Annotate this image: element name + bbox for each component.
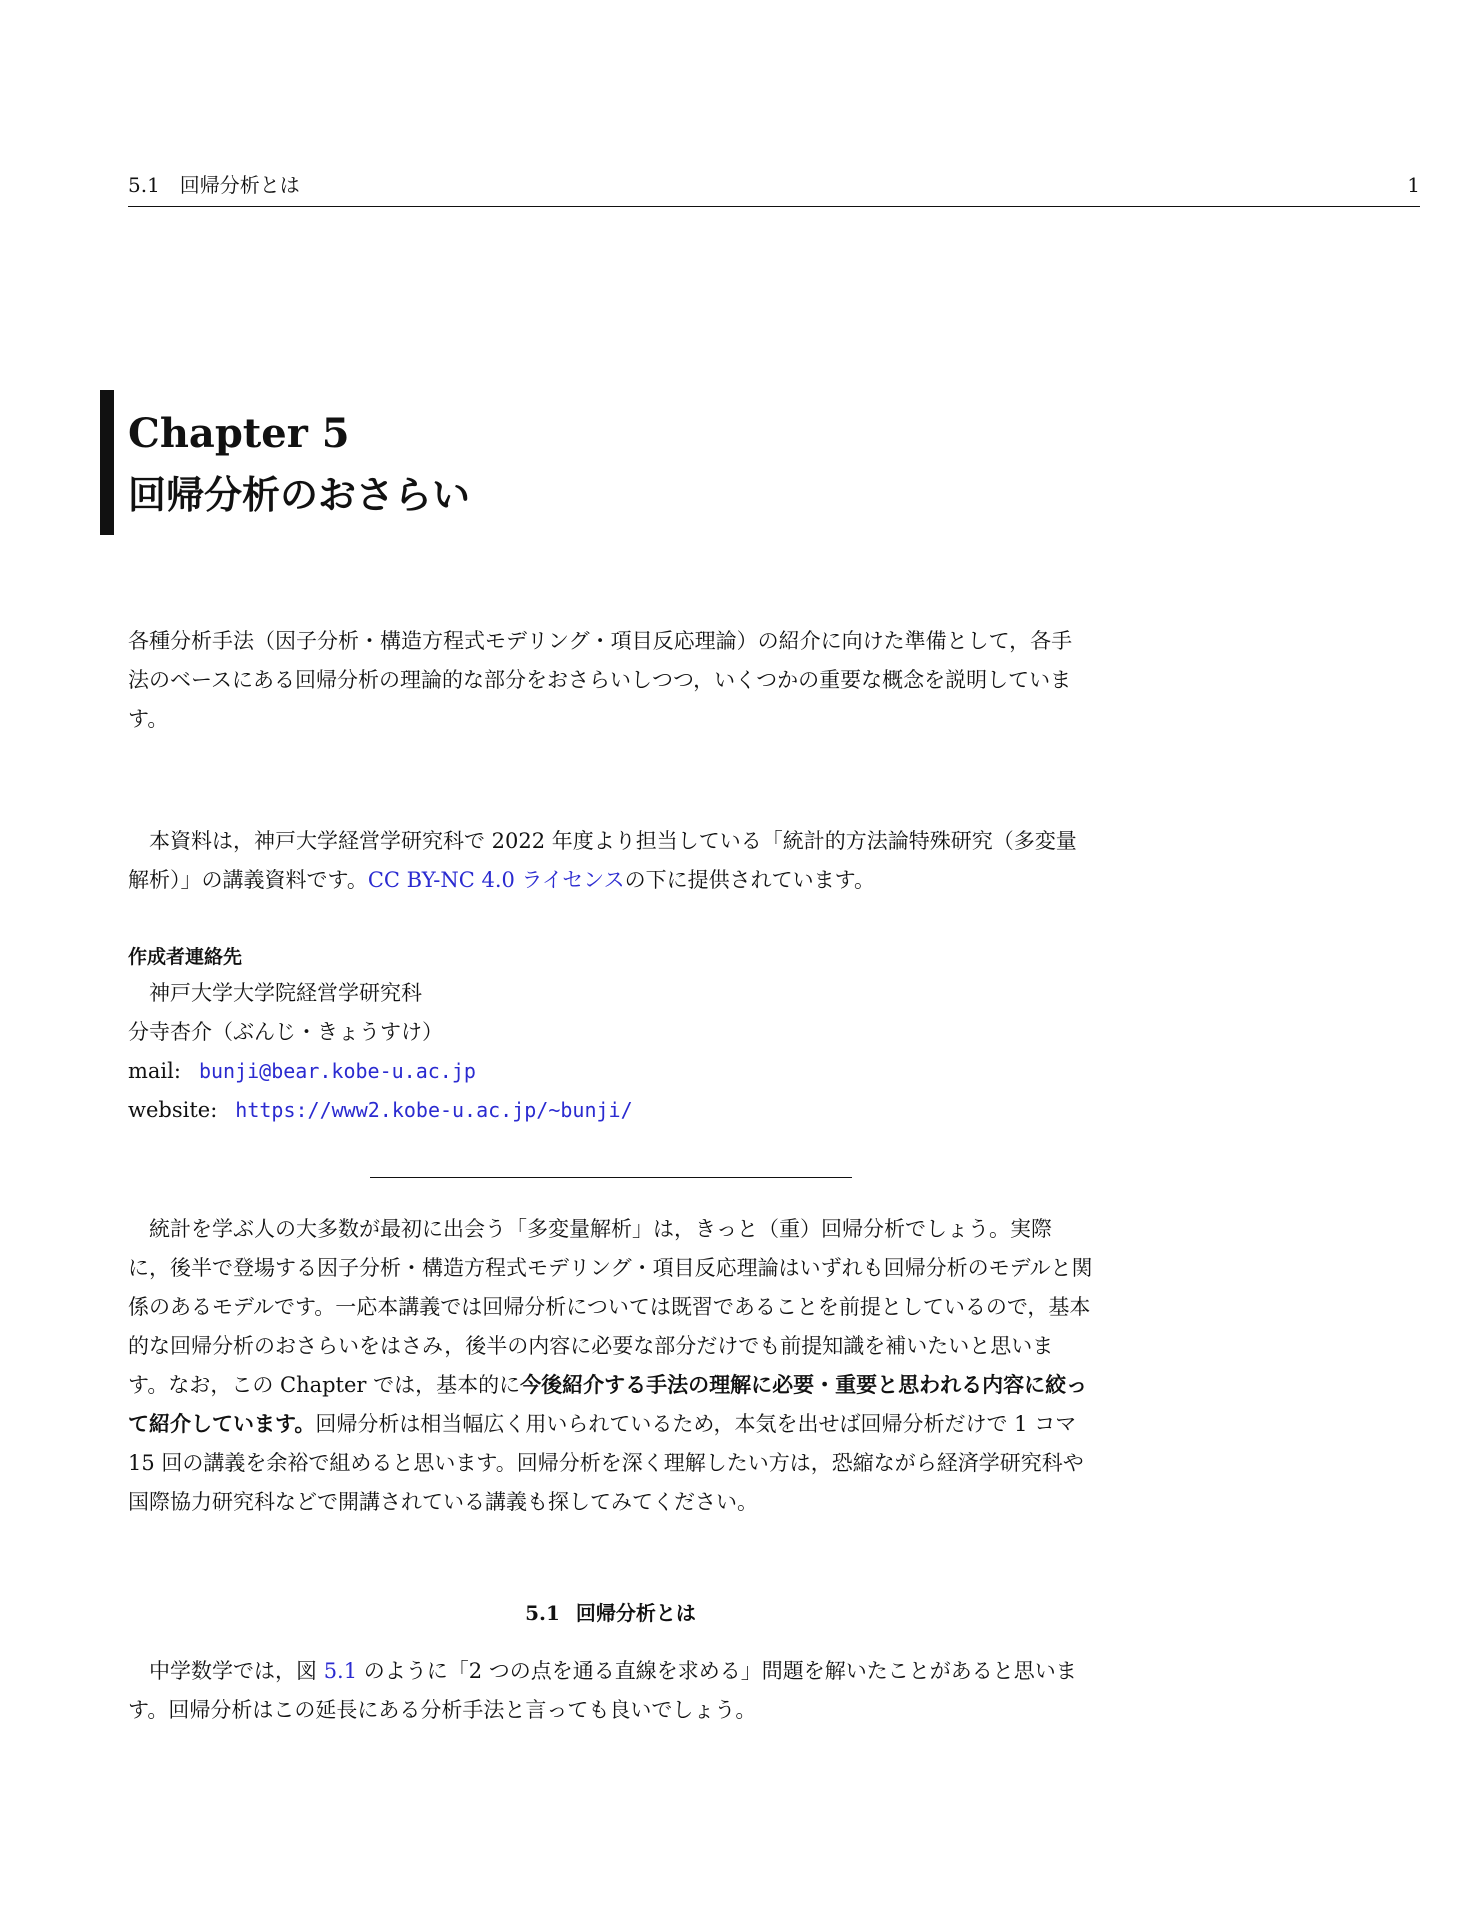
page-number: 1 <box>1407 173 1420 197</box>
abstract-text: 各種分析手法（因子分析・構造方程式モデリング・項目反応理論）の紹介に向けた準備として，各手法のベースにある回帰分析の理論的な部分をおさらいしつつ，いくつかの重要な概念を説明しています。 <box>128 629 1073 731</box>
intro-section <box>128 1210 1093 1522</box>
lecture-note-text-end: の下に提供されています。 <box>624 868 875 892</box>
intro-text-2: 回帰分析は相当幅広く用いられているため，本気を出せば回帰分析だけで 1 コマ 15 回の講義を余裕で組めると思います。回帰分析を深く理解したい方は，恐縮ながら経済学研究科や国際協力研究科などで開講されている講義も探してみてください。 <box>128 1412 1084 1514</box>
section-text-2: のように「2 つの点を通る直線を求める」問題を解いたことがあると思います。回帰分析はこの延長にある分析手法と言っても良いでしょう。 <box>128 1659 1077 1722</box>
contact-mail-line <box>128 1052 1093 1091</box>
lecture-note-paragraph <box>128 822 1093 900</box>
license-link[interactable]: CC BY-NC 4.0 ライセンス <box>367 868 625 892</box>
lecture-note <box>128 822 1093 900</box>
lecture-note-text: 本資料は，神戸大学経営学研究科で 2022 年度より担当している「統計的方法論特殊研究（多変量解析）」の講義資料です。 <box>128 829 1077 892</box>
horizontal-divider <box>370 1177 852 1178</box>
intro-text-1: 統計を学ぶ人の大多数が最初に出会う「多変量解析」は，きっと（重）回帰分析でしょう。実際に，後半で登場する因子分析・構造方程式モデリング・項目反応理論はいずれも回帰分析のモデルと関係のあるモデルです。一応本講義では回帰分析については既習であることを前提としているので，基本的な回帰分析のおさらいをはさみ，後半の内容に必要な部分だけでも前提知識を補いたいと思います。なお，この Chapter では，基本的に <box>128 1217 1093 1397</box>
contact-affiliation: 神戸大学大学院経営学研究科 <box>149 981 422 1005</box>
section-heading <box>128 1598 1093 1628</box>
website-link[interactable]: https://www2.kobe-u.ac.jp/~bunji/ <box>235 1098 633 1122</box>
chapter-abstract <box>128 622 1093 739</box>
contact-block <box>128 974 1093 1130</box>
contact-website-line <box>128 1091 1093 1130</box>
website-label: website: <box>128 1098 218 1122</box>
contact-heading: 作成者連絡先 <box>128 946 243 968</box>
running-header-section: 5.1 回帰分析とは <box>128 173 300 197</box>
chapter-label: Chapter 5 <box>128 410 350 457</box>
mail-label: mail: <box>128 1059 181 1083</box>
section-number: 5.1 <box>525 1601 560 1625</box>
contact-name: 分寺杏介（ぶんじ・きょうすけ） <box>128 1020 443 1044</box>
intro-paragraph <box>128 1210 1093 1522</box>
running-header <box>128 172 1420 207</box>
section-text-1: 中学数学では，図 <box>149 1659 324 1683</box>
intro-emphasis: 今後紹介する手法の理解に必要・重要と思われる内容に絞って紹介しています。 <box>128 1373 1088 1436</box>
section-title: 回帰分析とは <box>575 1601 696 1625</box>
figure-ref-link[interactable]: 5.1 <box>323 1659 358 1683</box>
chapter-accent-bar <box>100 390 114 535</box>
section-paragraph <box>128 1652 1093 1730</box>
chapter-title: 回帰分析のおさらい <box>128 473 471 517</box>
mail-link[interactable]: bunji@bear.kobe-u.ac.jp <box>198 1059 476 1083</box>
section-body <box>128 1652 1093 1730</box>
